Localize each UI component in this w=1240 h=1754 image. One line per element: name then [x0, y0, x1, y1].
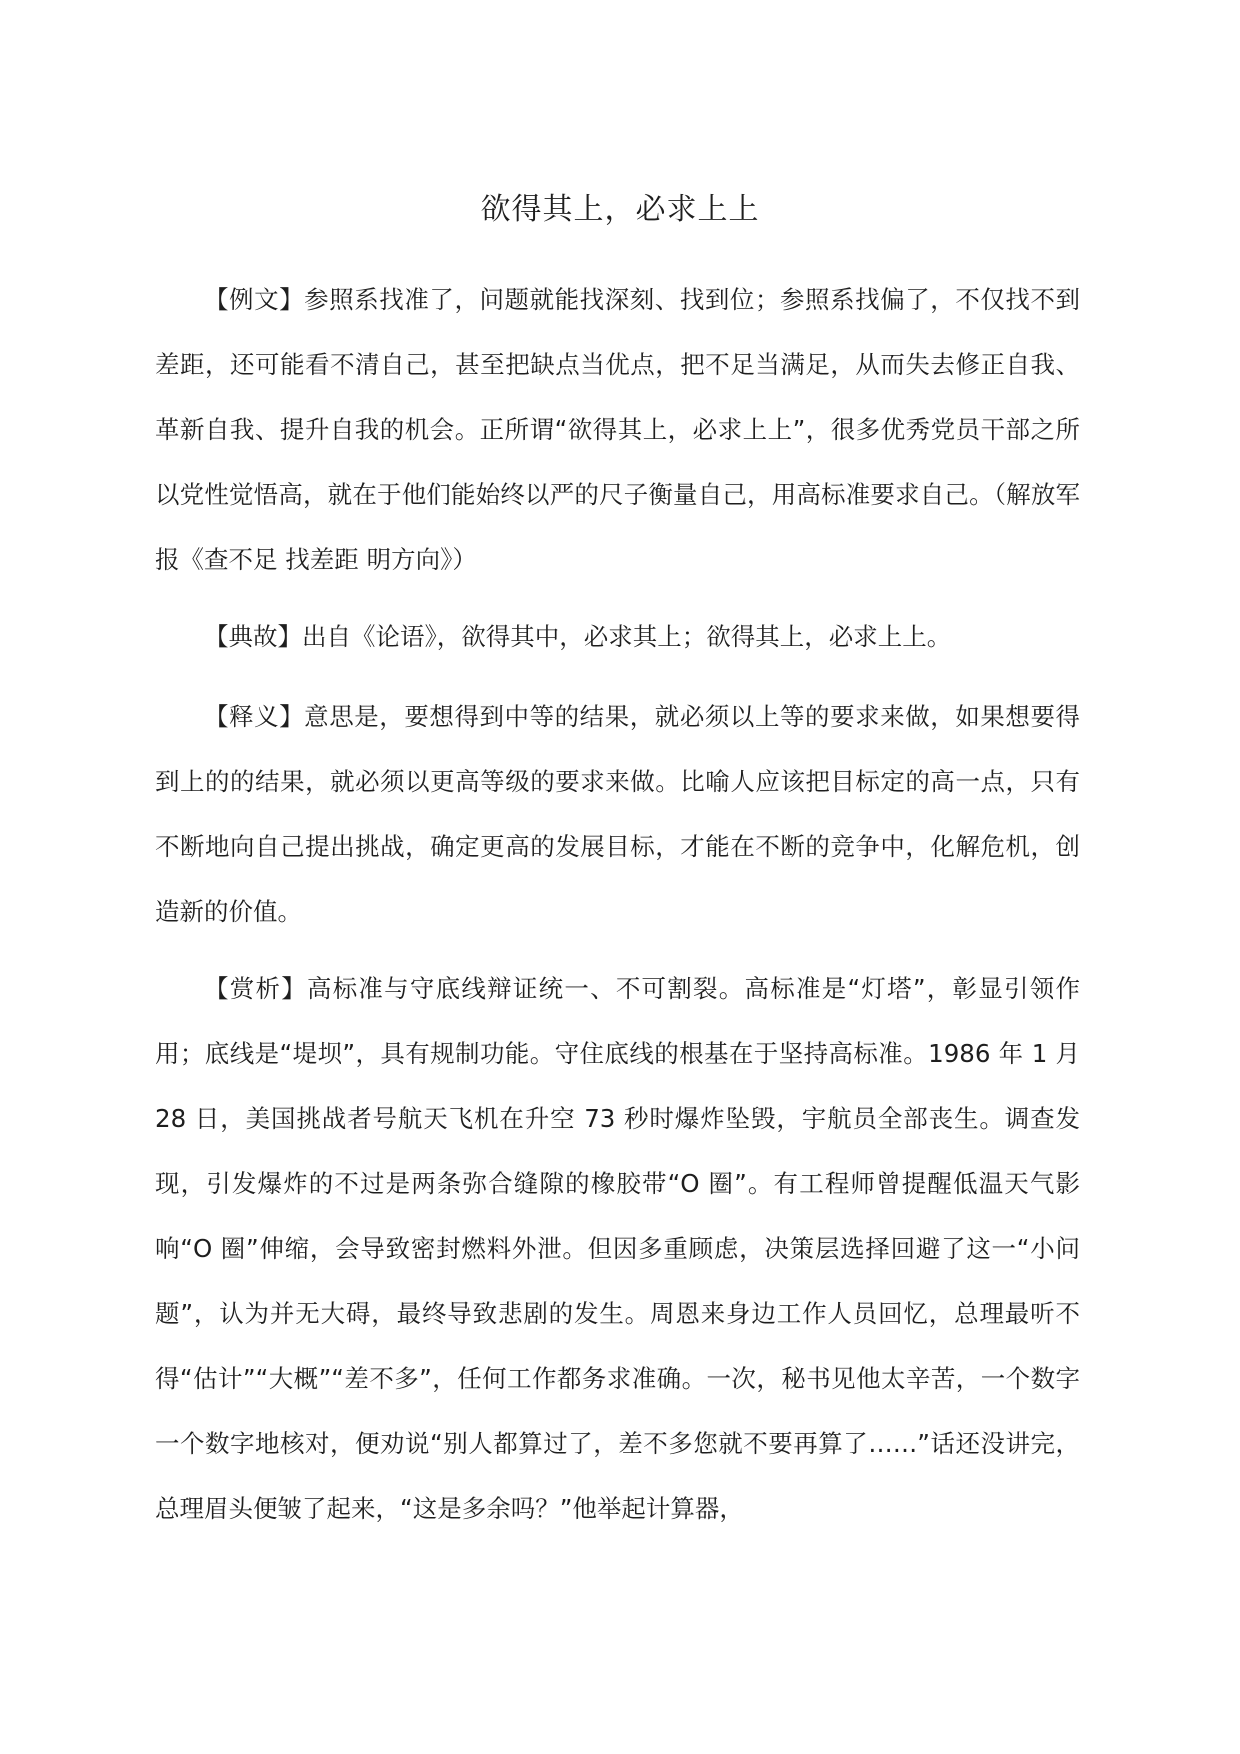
document-title: 欲得其上，必求上上 [480, 192, 760, 227]
paragraph-analysis: 【赏析】高标准与守底线辩证统一、不可割裂。高标准是“灯塔”，彰显引领作用；底线是“堤坝”，具有规制功能。守住底线的根基在于坚持高标准。1986 年 1 月 28 日，美国挑战者号航天飞机在升空 73 秒时爆炸坠毁，宇航员全部丧生。调查发现，引发爆炸的不过是两条弥合缝隙的橡胶带“O 圈”。有工程师曾提醒低温天气影响“O 圈”伸缩，会导致密封燃料外泄。但因多重顾虑，决策层选择回避了这一“小问题”，认为并无大碍，最终导致悲剧的发生。周恩来身边工作人员回忆，总理最听不得“估计”“大概”“差不多”，任何工作都务求准确。一次，秘书见他太辛苦，一个数字一个数字地核对，便劝说“别人都算过了，差不多您就不要再算了……”话还没讲完，总理眉头便皱了起来，“这是多余吗？”他举起计算器， [155, 974, 1080, 1523]
paragraph-allusion: 【典故】出自《论语》，欲得其中，必求其上；欲得其上，必求上上。 [204, 622, 952, 651]
paragraph-meaning: 【释义】意思是，要想得到中等的结果，就必须以上等的要求来做，如果想要得到上的的结果，就必须以更高等级的要求来做。比喻人应该把目标定的高一点，只有不断地向自己提出挑战，确定更高的发展目标，才能在不断的竞争中，化解危机，创造新的价值。 [155, 702, 1080, 926]
paragraph-example: 【例文】参照系找准了，问题就能找深刻、找到位；参照系找偏了，不仅找不到差距，还可能看不清自己，甚至把缺点当优点，把不足当满足，从而失去修正自我、革新自我、提升自我的机会。正所谓“欲得其上，必求上上”，很多优秀党员干部之所以党性觉悟高，就在于他们能始终以严的尺子衡量自己，用高标准要求自己。（解放军报《查不足 找差距 明方向》） [155, 285, 1080, 574]
